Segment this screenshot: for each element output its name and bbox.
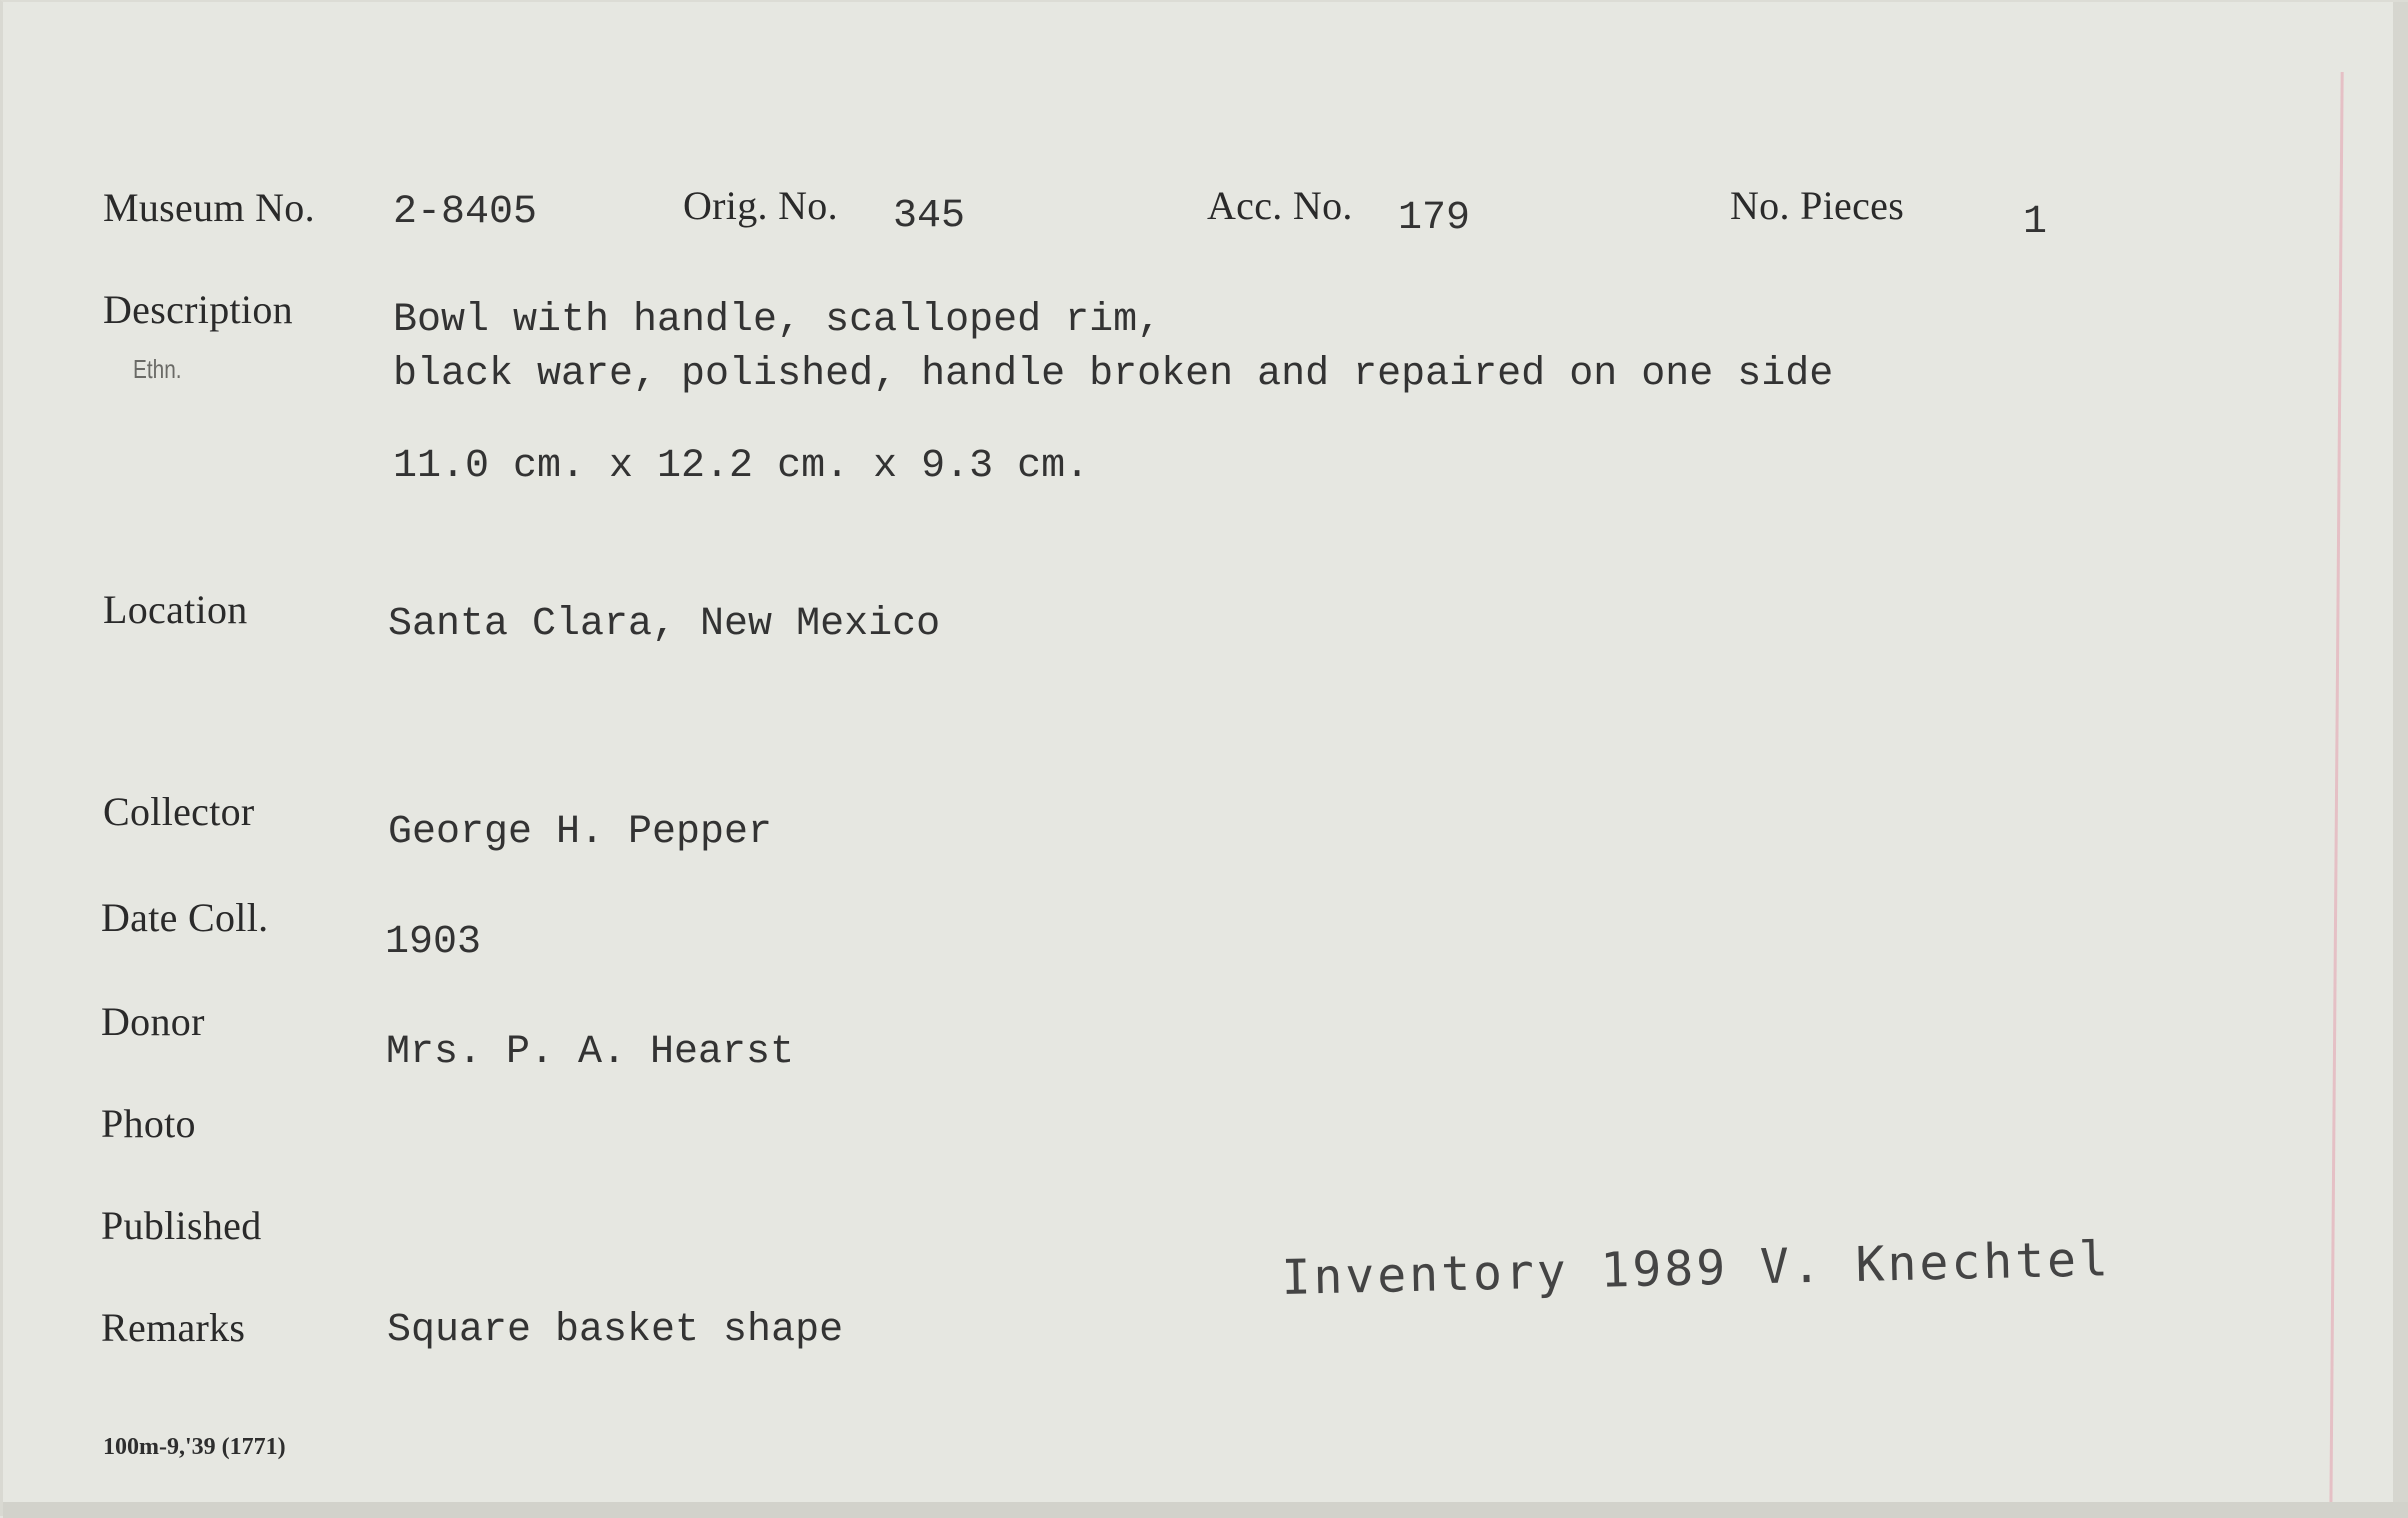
no-pieces-value: 1 — [2023, 200, 2048, 245]
collector-value: George H. Pepper — [388, 810, 773, 855]
card-edge-right — [2393, 2, 2408, 1518]
orig-no-label: Orig. No. — [683, 183, 838, 228]
acc-no-label: Acc. No. — [1207, 183, 1353, 228]
orig-no-value: 345 — [893, 194, 966, 239]
published-label: Published — [101, 1203, 262, 1248]
remarks-value: Square basket shape — [387, 1308, 844, 1353]
museum-no-label: Museum No. — [103, 185, 315, 230]
collector-label: Collector — [103, 789, 255, 834]
date-coll-label: Date Coll. — [101, 895, 269, 940]
acc-no-value: 179 — [1398, 196, 1471, 241]
remarks-label: Remarks — [101, 1305, 246, 1350]
print-code: 100m-9,'39 (1771) — [103, 1434, 286, 1460]
location-label: Location — [103, 587, 248, 632]
date-coll-value: 1903 — [385, 920, 482, 965]
description-line-1: Bowl with handle, scalloped rim, — [393, 298, 1162, 343]
museum-no-value: 2-8405 — [393, 190, 538, 235]
location-value: Santa Clara, New Mexico — [388, 602, 941, 647]
donor-value: Mrs. P. A. Hearst — [386, 1030, 795, 1075]
donor-label: Donor — [101, 999, 205, 1044]
no-pieces-label: No. Pieces — [1730, 183, 1905, 228]
description-line-2: black ware, polished, handle broken and repaired on one side — [393, 352, 1834, 397]
inventory-note: Inventory 1989 V. Knechtel — [1281, 1231, 2112, 1306]
margin-rule — [2329, 72, 2343, 1518]
description-label: Description — [103, 287, 293, 332]
ethn-stamp: Ethn. — [133, 354, 182, 384]
photo-label: Photo — [101, 1101, 196, 1146]
dimensions-value: 11.0 cm. x 12.2 cm. x 9.3 cm. — [393, 444, 1090, 489]
